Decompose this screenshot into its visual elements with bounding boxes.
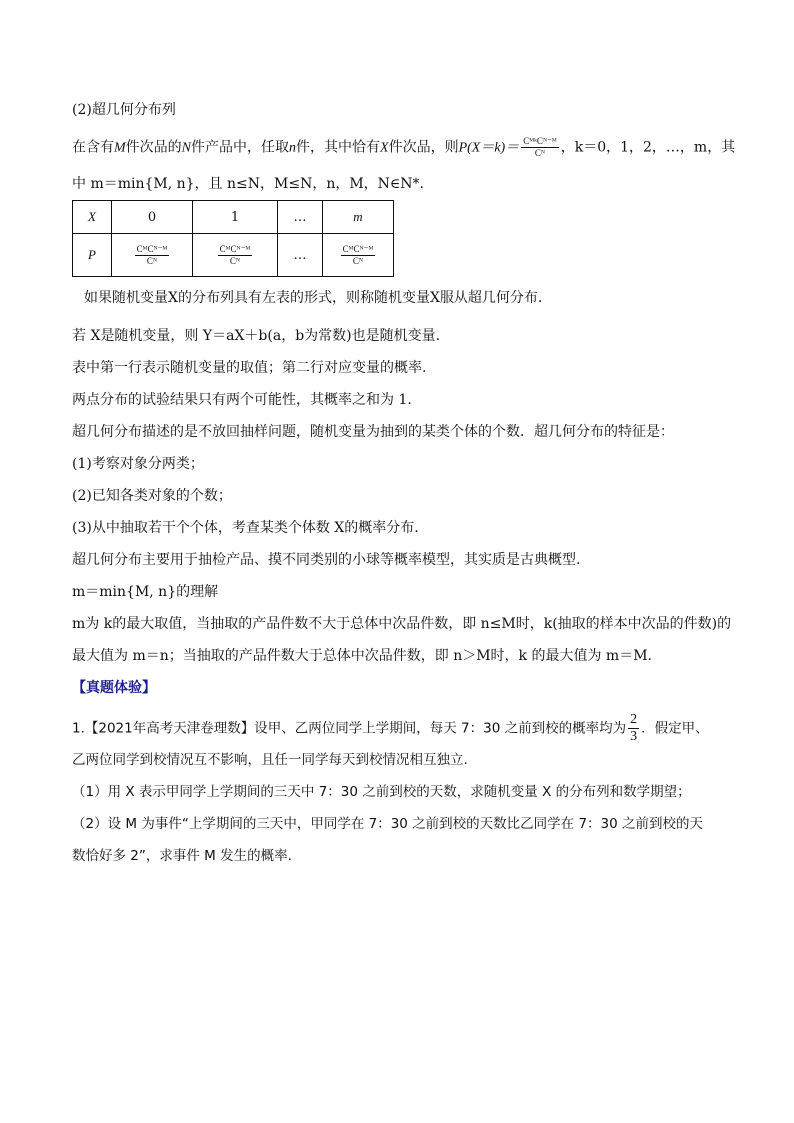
paragraph-features: 超几何分布描述的是不放回抽样问题，随机变量为抽到的某类个体的个数．超几何分布的特征是： — [72, 424, 674, 440]
paragraph-linear-transform: 若 X是随机变量，则 Y＝aX＋b(a，b为常数)也是随机变量. — [72, 328, 441, 344]
question-1-fraction — [628, 712, 639, 745]
table-row-values — [73, 201, 394, 234]
question-1-part-1: （1）用 X 表示甲同学上学期间的三天中 7：30 之前到校的天数，求随机变量 X 的分布列和数学期望； — [72, 784, 691, 800]
table-cell-pm — [323, 234, 394, 277]
question-1-line-1 — [72, 712, 709, 745]
p1-numerator: CᴹCᴺ⁻ᴹ — [219, 243, 251, 254]
intro-probability: P(X＝k)＝ — [458, 140, 520, 156]
intro-X: X — [380, 140, 389, 156]
distribution-table — [72, 200, 394, 277]
p0-fraction — [135, 244, 170, 267]
p1-denominator: Cᴺ — [229, 255, 241, 266]
question-1-denominator: 3 — [630, 729, 638, 744]
pm-fraction — [341, 244, 376, 267]
feature-item-3: (3)从中抽取若干个个体，考查某类个体数 X的概率分布. — [72, 520, 419, 536]
paragraph-min-heading: m＝min{M, n}的理解 — [72, 584, 219, 600]
table-cell-p1 — [193, 234, 278, 277]
table-cell-p0 — [112, 234, 193, 277]
intro-text-b: 件次品的 — [125, 139, 182, 156]
table-cell-0: 0 — [112, 201, 193, 234]
paragraph-min-explain-1: m为 k的最大取值，当抽取的产品件数不大于总体中次品件数，即 n≤M时，k(抽取的样本中次品的件数)的 — [72, 616, 732, 632]
exam-header: 【真题体验】 — [72, 680, 156, 696]
table-cell-dots: … — [278, 201, 323, 234]
question-1-line-2: 乙两位同学到校情况互不影响，且任一同学每天到校情况相互独立. — [72, 752, 468, 768]
table-cell-m: m — [323, 201, 394, 234]
table-cell-p-label: P — [73, 234, 112, 277]
feature-item-1: (1)考察对象分两类； — [72, 456, 204, 472]
table-row-probabilities — [73, 234, 394, 277]
question-1-text-a: 1.【2021年高考天津卷理数】设甲、乙两位同学上学期间，每天 7：30 之前到校的概率均为 — [72, 720, 627, 737]
section-title: (2)超几何分布列 — [72, 102, 176, 118]
intro-k-values: k＝0，1，2，…，m，其 — [574, 139, 736, 156]
question-1-part-2-line-2: 数恰好多 2”，求事件 M 发生的概率. — [72, 848, 292, 864]
p0-numerator: CᴹCᴺ⁻ᴹ — [136, 243, 168, 254]
question-1-numerator: 2 — [630, 712, 638, 727]
paragraph-two-point: 两点分布的试验结果只有两个可能性，其概率之和为 1. — [72, 392, 412, 408]
table-cell-x-label: X — [73, 201, 112, 234]
intro-line — [72, 136, 735, 159]
question-1-text-b: ．假定甲、 — [641, 720, 709, 737]
intro-fraction — [521, 136, 558, 159]
paragraph-usage: 超几何分布主要用于抽检产品、摸不同类别的小球等概率模型，其实质是古典概型. — [72, 552, 581, 568]
intro-line-2: 中 m＝min{M, n}，且 n≤N，M≤N，n，M，N∈N*. — [72, 176, 424, 192]
paragraph-definition: 如果随机变量X的分布列具有左表的形式，则称随机变量X服从超几何分布. — [84, 290, 543, 306]
pm-numerator: CᴹCᴺ⁻ᴹ — [342, 243, 374, 254]
p0-denominator: Cᴺ — [146, 255, 158, 266]
paragraph-table-meaning: 表中第一行表示随机变量的取值；第二行对应变量的概率. — [72, 360, 427, 376]
table-cell-p-dots: … — [278, 234, 323, 277]
intro-fraction-denominator: Cᴺ — [534, 148, 546, 158]
intro-text-a: 在含有 — [72, 139, 114, 156]
p1-fraction — [218, 244, 253, 267]
question-1-part-2-line-1: （2）设 M 为事件“上学期间的三天中，甲同学在 7：30 之前到校的天数比乙同学在 7：30 之前到校的天 — [72, 816, 704, 832]
intro-text-f: ， — [560, 139, 575, 156]
feature-item-2: (2)已知各类对象的个数； — [72, 488, 232, 504]
pm-denominator: Cᴺ — [352, 255, 364, 266]
intro-text-e: 件次品，则 — [388, 139, 459, 156]
intro-N: N — [181, 140, 192, 156]
paragraph-min-explain-2: 最大值为 m＝n；当抽取的产品件数大于总体中次品件数，即 n＞M时，k 的最大值为 m＝M. — [72, 648, 652, 664]
intro-fraction-numerator: CᴹᵏCᴺ⁻ᴹ — [523, 136, 557, 146]
intro-text-d: 件，其中恰有 — [296, 139, 381, 156]
intro-text-c: 件产品中，任取 — [191, 139, 290, 156]
intro-M: M — [114, 140, 126, 156]
table-cell-1: 1 — [193, 201, 278, 234]
intro-n: n — [289, 140, 297, 156]
